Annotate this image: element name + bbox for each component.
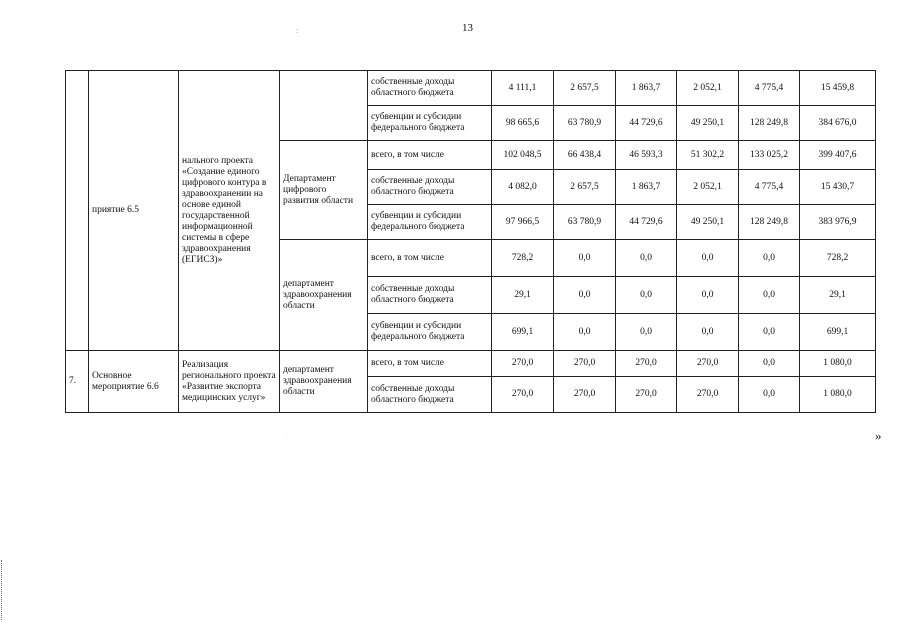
- value-cell: 4 775,4: [739, 170, 800, 205]
- table-row: [66, 71, 876, 106]
- total-cell: 383 976,9: [800, 205, 876, 240]
- value-cell: 51 302,2: [677, 141, 739, 170]
- scan-speck-2: ·: [285, 433, 287, 439]
- funding-source-cell: всего, в том числе: [368, 351, 492, 377]
- value-cell: 4 111,1: [492, 71, 554, 106]
- value-cell: 66 438,4: [554, 141, 616, 170]
- value-cell: 29,1: [492, 277, 554, 314]
- value-cell: 270,0: [677, 351, 739, 377]
- value-cell: 270,0: [554, 351, 616, 377]
- total-cell: 15 430,7: [800, 170, 876, 205]
- value-cell: 2 052,1: [677, 170, 739, 205]
- margin-scan-marks: [1, 560, 4, 620]
- budget-table: [65, 70, 876, 413]
- funding-source-cell: всего, в том числе: [368, 240, 492, 277]
- value-cell: 98 665,6: [492, 106, 554, 141]
- value-cell: 1 863,7: [616, 71, 677, 106]
- value-cell: 270,0: [492, 351, 554, 377]
- value-cell: 0,0: [739, 240, 800, 277]
- value-cell: 270,0: [677, 377, 739, 413]
- value-cell: 63 780,9: [554, 205, 616, 240]
- value-cell: 133 025,2: [739, 141, 800, 170]
- value-cell: 49 250,1: [677, 106, 739, 141]
- value-cell: 699,1: [492, 314, 554, 351]
- value-cell: 97 966,5: [492, 205, 554, 240]
- value-cell: 2 052,1: [677, 71, 739, 106]
- executor-cell: Департамент цифрового развития области: [280, 141, 368, 240]
- value-cell: 728,2: [492, 240, 554, 277]
- funding-source-cell: всего, в том числе: [368, 141, 492, 170]
- executor-cell: департамент здравоохранения области: [280, 351, 368, 413]
- funding-source-cell: субвенции и субсидии федерального бюджета: [368, 314, 492, 351]
- value-cell: 0,0: [616, 277, 677, 314]
- total-cell: 15 459,8: [800, 71, 876, 106]
- value-cell: 270,0: [616, 351, 677, 377]
- value-cell: 63 780,9: [554, 106, 616, 141]
- value-cell: 1 863,7: [616, 170, 677, 205]
- value-cell: 44 729,6: [616, 205, 677, 240]
- total-cell: 384 676,0: [800, 106, 876, 141]
- event-cell: приятие 6.5: [89, 71, 179, 351]
- executor-cell: [280, 71, 368, 141]
- value-cell: 270,0: [492, 377, 554, 413]
- value-cell: 270,0: [616, 377, 677, 413]
- value-cell: 270,0: [554, 377, 616, 413]
- value-cell: 44 729,6: [616, 106, 677, 141]
- table-row: [66, 351, 876, 377]
- value-cell: 4 775,4: [739, 71, 800, 106]
- value-cell: 0,0: [739, 314, 800, 351]
- value-cell: 2 657,5: [554, 170, 616, 205]
- closing-quote: »: [875, 428, 882, 443]
- funding-source-cell: собственные доходы областного бюджета: [368, 377, 492, 413]
- value-cell: 128 249,8: [739, 205, 800, 240]
- funding-source-cell: собственные доходы областного бюджета: [368, 170, 492, 205]
- value-cell: 0,0: [554, 314, 616, 351]
- funding-source-cell: собственные доходы областного бюджета: [368, 71, 492, 106]
- page-number: 13: [462, 22, 473, 34]
- value-cell: 2 657,5: [554, 71, 616, 106]
- value-cell: 0,0: [739, 377, 800, 413]
- value-cell: 46 593,3: [616, 141, 677, 170]
- value-cell: 0,0: [554, 277, 616, 314]
- scan-speck: :: [296, 26, 299, 35]
- value-cell: 102 048,5: [492, 141, 554, 170]
- value-cell: 49 250,1: [677, 205, 739, 240]
- project-name-cell: Реализация регионального проекта «Развитие экспорта медицинских услуг»: [179, 351, 280, 413]
- executor-cell: департамент здравоохранения области: [280, 240, 368, 351]
- value-cell: 0,0: [739, 351, 800, 377]
- value-cell: 0,0: [554, 240, 616, 277]
- row-number: 7.: [66, 351, 89, 413]
- value-cell: 0,0: [677, 240, 739, 277]
- total-cell: 699,1: [800, 314, 876, 351]
- funding-source-cell: собственные доходы областного бюджета: [368, 277, 492, 314]
- value-cell: 0,0: [616, 240, 677, 277]
- project-name-cell: нального проекта «Создание единого цифрового контура в здравоохранении на основе единой государственной информационной системы в сфере здравоохранения (ЕГИСЗ)»: [179, 71, 280, 351]
- total-cell: 728,2: [800, 240, 876, 277]
- row-number: [66, 71, 89, 351]
- value-cell: 128 249,8: [739, 106, 800, 141]
- value-cell: 0,0: [616, 314, 677, 351]
- total-cell: 1 080,0: [800, 377, 876, 413]
- total-cell: 399 407,6: [800, 141, 876, 170]
- event-cell: Основное мероприятие 6.6: [89, 351, 179, 413]
- total-cell: 1 080,0: [800, 351, 876, 377]
- value-cell: 0,0: [677, 314, 739, 351]
- value-cell: 4 082,0: [492, 170, 554, 205]
- value-cell: 0,0: [739, 277, 800, 314]
- value-cell: 0,0: [677, 277, 739, 314]
- funding-source-cell: субвенции и субсидии федерального бюджета: [368, 106, 492, 141]
- funding-source-cell: субвенции и субсидии федерального бюджета: [368, 205, 492, 240]
- total-cell: 29,1: [800, 277, 876, 314]
